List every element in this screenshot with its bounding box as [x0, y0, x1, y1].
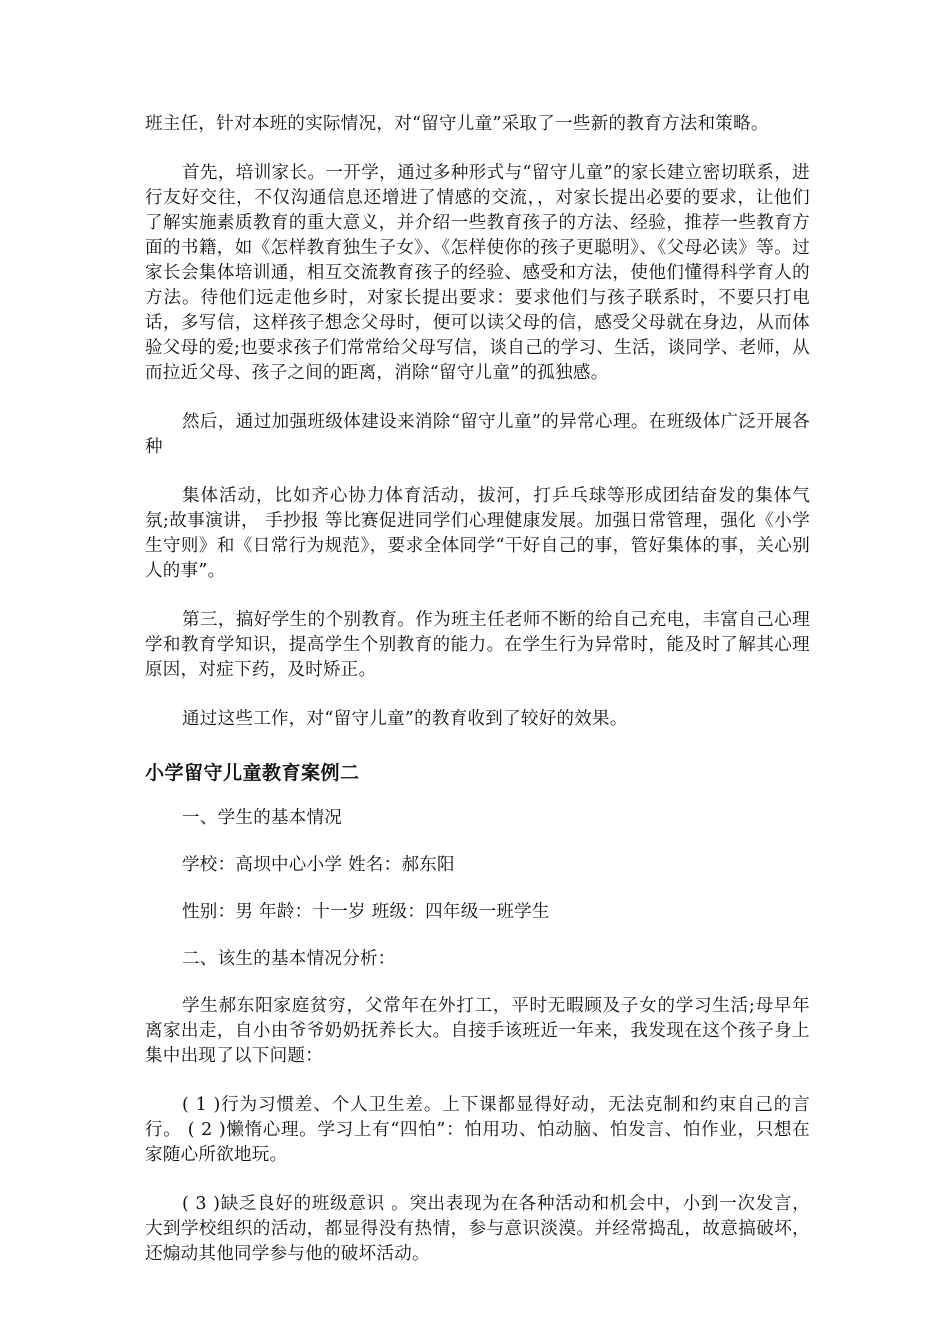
paragraph-basic-info-title: 一、学生的基本情况	[182, 808, 343, 828]
paragraph-school-name: 学校：高坝中心小学 姓名：郝东阳	[182, 855, 455, 875]
paragraph-analysis-title: 二、该生的基本情况分析：	[182, 949, 396, 969]
paragraph-gender-age-class: 性别：男 年龄：十一岁 班级：四年级一班学生	[182, 902, 550, 922]
paragraph-class-building: 然后，通过加强班级体建设来消除“留守儿童”的异常心理。在班级体广泛开展各种	[145, 412, 810, 457]
paragraph-individual-education: 第三，搞好学生的个别教育。作为班主任老师不断的给自己充电，丰富自己心理学和教育学知识，提高学生个别教育的能力。在学生行为异常时，能及时了解其心理原因，对症下药，及时矫正。	[145, 610, 810, 680]
paragraph-group-activities: 集体活动，比如齐心协力体育活动，拔河，打乒乓球等形成团结奋发的集体气氛;故事演讲， 手抄报 等比赛促进同学们心理健康发展。加强日常管理，强化《小学生守则》和《日常行为规范》，要求全体同学“干好自己的事，管好集体的事，关心别人的事”。	[145, 486, 810, 581]
paragraph-train-parents: 首先，培训家长。一开学，通过多种形式与“留守儿童”的家长建立密切联系，进行友好交往，不仅沟通信息还增进了情感的交流，，对家长提出必要的要求，让他们了解实施素质教育的重大意义，并介绍一些教育孩子的方法、经验，推荐一些教育方面的书籍，如《怎样教育独生子女》、《怎样使你的孩子更聪明》、《父母必读》等。过家长会集体培训通，相互交流教育孩子的经验、感受和方法，使他们懂得科学育人的方法。待他们远走他乡时，对家长提出要求：要求他们与孩子联系时，不要只打电话，多写信，这样孩子想念父母时，便可以读父母的信，感受父母就在身边，从而体验父母的爱;也要求孩子们常常给父母写信，谈自己的学习、生活，谈同学、老师，从而拉近父母、孩子之间的距离，消除“留守儿童”的孤独感。	[145, 163, 810, 383]
paragraph-problems-1-2: ( 1 )行为习惯差、个人卫生差。上下课都显得好动，无法克制和约束自己的言行。 ( 2 )懒惰心理。学习上有“四怕”：怕用功、怕动脑、怕发言、怕作业，只想在家随心所欲地玩。	[145, 1095, 810, 1165]
section-heading: 小学留守儿童教育案例二	[145, 762, 360, 784]
document-page	[145, 112, 810, 1267]
paragraph-problem-3: ( 3 )缺乏良好的班级意识 。突出表现为在各种活动和机会中，小到一次发言，大到学校组织的活动，都显得没有热情，参与意识淡漠。并经常捣乱，故意搞破坏，还煽动其他同学参与他的破坏活动。	[145, 1194, 810, 1264]
paragraph-result: 通过这些工作，对“留守儿童”的教育收到了较好的效果。	[182, 709, 628, 729]
paragraph-intro-continuation: 班主任，针对本班的实际情况，对“留守儿童”采取了一些新的教育方法和策略。	[145, 114, 769, 134]
paragraph-family-background: 学生郝东阳家庭贫穷，父常年在外打工，平时无暇顾及子女的学习生活;母早年离家出走，自小由爷爷奶奶抚养长大。自接手该班近一年来，我发现在这个孩子身上集中出现了以下问题：	[145, 996, 810, 1066]
